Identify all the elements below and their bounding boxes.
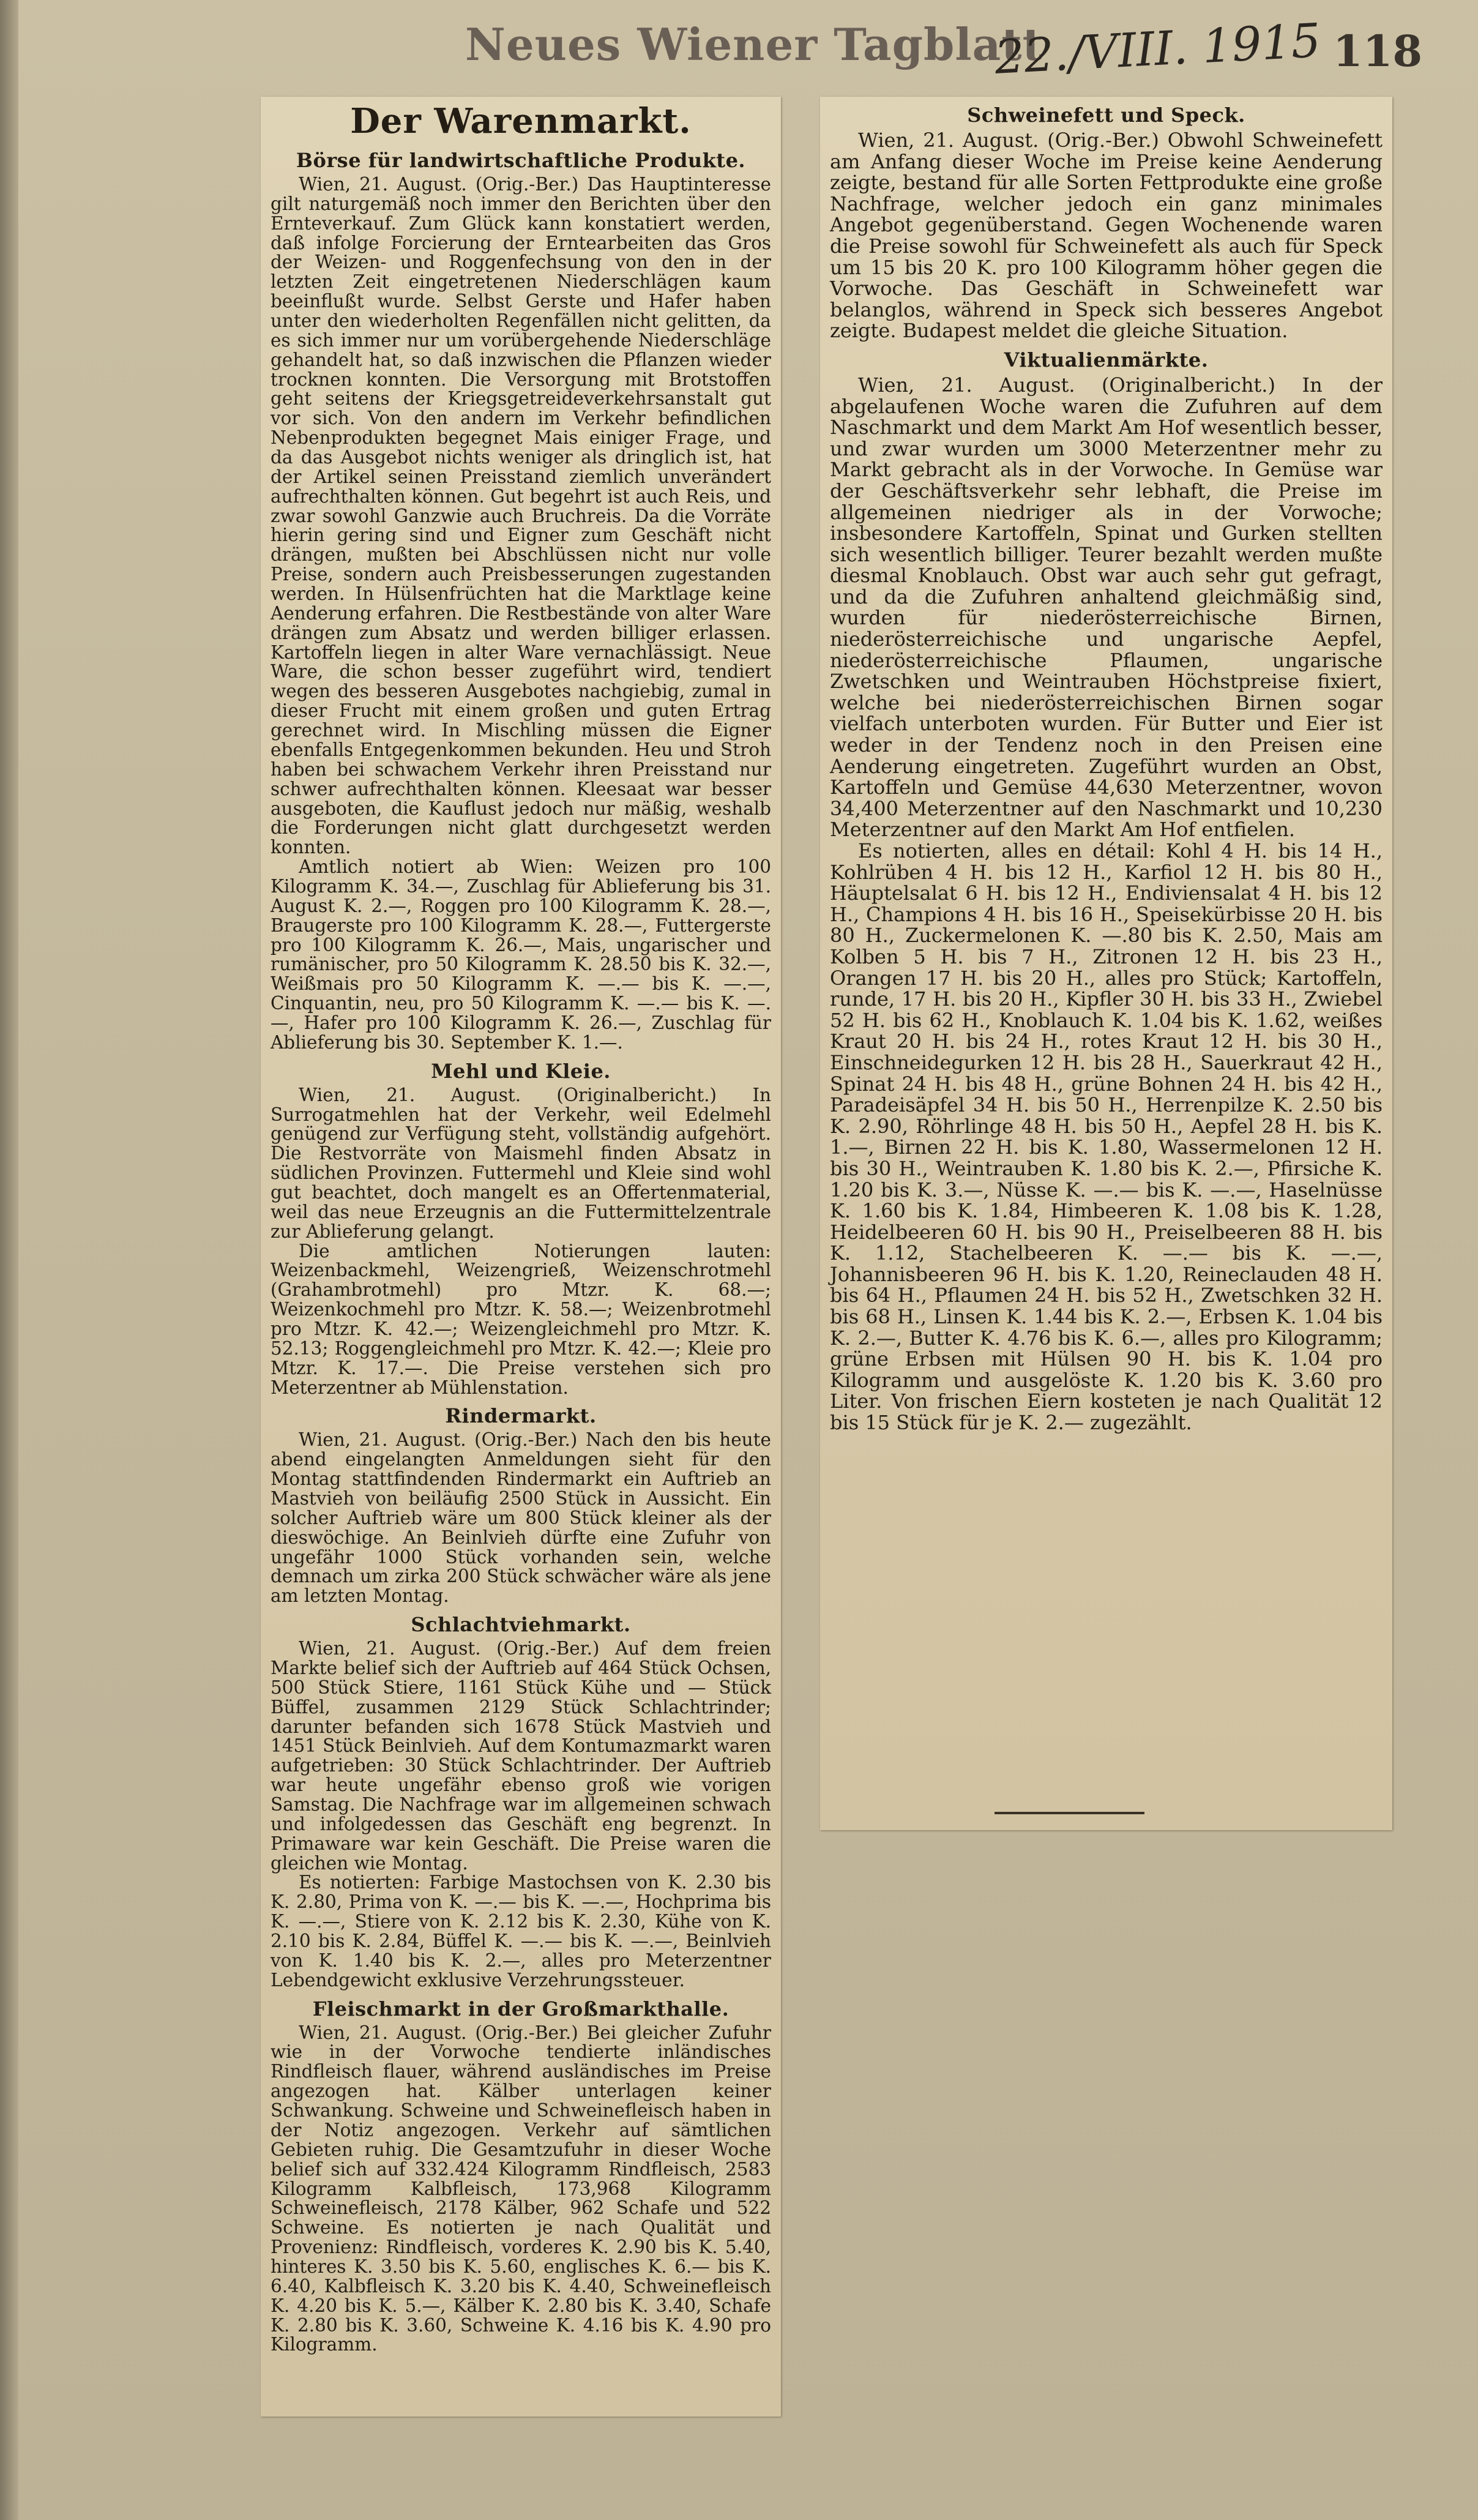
paragraph-schlachtvieh-1: Wien, 21. August. (Orig.-Ber.) Auf dem freien Markte belief sich der Auftrieb auf 464 Stück Ochsen, 500 Stück Stiere, 1161 Stück Kühe und — Stück Büffel, zusammen 2129 Stück Schlachtrinder; darunter befanden sich 1678 Stück Mastvieh und 1451 Stück Beinlvieh. Auf dem Kontumazmarkt waren aufgetrieben: 30 Stück Schlachtrinder. Der Auftrieb war heute ungefähr ebenso groß wie vorigen Samstag. Die Nachfrage war im allgemeinen schwach und infolgedessen das Geschäft eng begrenzt. In Primaware war kein Geschäft. Die Preise waren die gleichen wie Montag. (271, 1638, 771, 1874)
paragraph-schweinefett-1: Wien, 21. August. (Orig.-Ber.) Obwohl Schweinefett am Anfang dieser Woche im Preise keine Aenderung zeigte, bestand für alle Sorten Fettprodukte eine große Nachfrage, welcher jedoch ein ganz minimales Angebot gegenüberstand. Gegen Wochenende waren die Preise sowohl für Schweinefett als auch für Speck um 15 bis 20 K. pro 100 Kilogramm höher gegen die Vorwoche. Das Geschäft in Schweinefett war belanglos, während in Speck sich besseres Angebot zeigte. Budapest meldet die gleiche Situation. (830, 129, 1383, 343)
handwritten-date: 22./VIII. 1915 (993, 13, 1323, 84)
paragraph-viktualien-1: Wien, 21. August. (Originalbericht.) In der abgelaufenen Woche waren die Zufuhren auf dem Naschmarkt und dem Markt Am Hof wesentlich besser, und zwar wurden um 3000 Meterzentner mehr zu Markt gebracht als in der Vorwoche. In Gemüse war der Geschäftsverkehr sehr lebhaft, die Preise im allgemeinen niedriger als in der Vorwoche; insbesondere Kartoffeln, Spinat und Gurken stellten sich wesentlich billiger. Teurer bezahlt werden mußte diesmal Knoblauch. Obst war auch sehr gut gefragt, und da die Zufuhren anhaltend gleichmäßig sind, wurden für niederösterreichische Birnen, niederösterreichische und ungarische Aepfel, niederösterreichische Pflaumen, ungarische Zwetschken und Weintrauben Höchstpreise fixiert, welche bei niederösterreichischen Birnen sogar vielfach unterboten wurden. Für Butter und Eier ist weder in der Tendenz noch in den Preisen eine Aenderung eingetreten. Zugeführt wurden an Obst, Kartoffeln und Gemüse 44,630 Meterzentner, wovon 34,400 Meterzentner auf den Naschmarkt und 10,230 Meterzentner auf den Markt Am Hof entfielen. (830, 373, 1383, 842)
section-heading-schlachtvieh: Schlachtviehmarkt. (411, 1613, 631, 1637)
section-heading-mehl: Mehl und Kleie. (431, 1059, 611, 1083)
sheet-edge-shadow (0, 0, 18, 2520)
paragraph-schlachtvieh-2: Es notierten: Farbige Mastochsen von K. 2.30 bis K. 2.80, Prima von K. —.— bis K. —.—, Hochprima bis K. —.—, Stiere von K. 2.12 bis K. 2.30, Kühe von K. 2.10 bis K. 2.84, Büffel K. —.— bis K. —.—, Beinlvieh von K. 1.40 bis K. 2.—, alles pro Meterzentner Lebendgewicht exklusive Verzehrungssteuer. (271, 1872, 771, 1991)
section-heading-fleischmarkt: Fleischmarkt in der Großmarkthalle. (312, 1997, 730, 2021)
paragraph-viktualien-2: Es notierten, alles en détail: Kohl 4 H. bis 14 H., Kohlrüben 4 H. bis 12 H., Karfiol 12 H. bis 80 H., Häuptelsalat 6 H. bis 12 H., Endiviensalat 4 H. bis 12 H., Champions 4 H. bis 16 H., Speisekürbisse 20 H. bis 80 H., Zuckermelonen K. —.80 bis K. 2.50, Mais am Kolben 5 H. bis 7 H., Zitronen 12 H. bis 23 H., Orangen 17 H. bis 20 H., alles pro Stück; Kartoffeln, runde, 17 H. bis 20 H., Kipfler 30 H. bis 33 H., Zwiebel 52 H. bis 62 H., Knoblauch K. 1.04 bis K. 1.62, weißes Kraut 20 H. bis 24 H., rotes Kraut 12 H. bis 30 H., Einschneidegurken 12 H. bis 28 H., Sauerkraut 42 H., Spinat 24 H. bis 48 H., grüne Bohnen 24 H. bis 42 H., Paradeisäpfel 34 H. bis 50 H., Herrenpilze K. 2.50 bis K. 2.90, Röhrlinge 48 H. bis 50 H., Aepfel 28 H. bis K. 1.—, Birnen 22 H. bis K. 1.80, Wassermelonen 12 H. bis 30 H., Weintrauben K. 1.80 bis K. 2.—, Pfirsiche K. 1.20 bis K. 3.—, Nüsse K. —.— bis K. —.—, Haselnüsse K. 1.60 bis K. 1.84, Himbeeren K. 1.08 bis K. 1.28, Heidelbeeren 60 H. bis 90 H., Preiselbeeren 88 H. bis K. 1.12, Stachelbeeren K. —.— bis K. —.—, Johannisbeeren 96 H. bis K. 1.20, Reineclauden 48 H. bis 64 H., Pflaumen 24 H. bis 52 H., Zwetschken 32 H. bis 68 H., Linsen K. 1.44 bis K. 2.—, Erbsen K. 1.04 bis K. 2.—, Butter K. 4.76 bis K. 6.—, alles pro Kilogramm; grüne Erbsen mit Hülsen 90 H. bis K. 1.04 pro Kilogramm und ausgelöste K. 1.20 bis K. 3.60 pro Liter. Von frischen Eiern kosteten je nach Qualität 12 bis 15 Stück für je K. 2.— zugezählt. (830, 839, 1383, 1435)
paragraph-fleischmarkt-1: Wien, 21. August. (Orig.-Ber.) Bei gleicher Zufuhr wie in der Vorwoche tendierte inländisches Rindfleisch flauer, während ausländisches im Preise angezogen hat. Kälber unterlagen keiner Schwankung. Schweine und Schweinefleisch haben in der Notiz angezogen. Verkehr auf sämtlichen Gebieten ruhig. Die Gesamtzufuhr in dieser Woche belief sich auf 332.424 Kilogramm Rindfleisch, 2583 Kilogramm Kalbfleisch, 173,968 Kilogramm Schweinefleisch, 2178 Kälber, 962 Schafe und 522 Schweine. Es notierten je nach Qualität und Provenienz: Rindfleisch, vorderes K. 2.90 bis K. 5.40, hinteres K. 3.50 bis K. 5.60, englisches K. 6.— bis K. 6.40, Kalbfleisch K. 3.20 bis K. 4.40, Schweinefleisch K. 4.20 bis K. 5.—, Kälber K. 2.80 bis K. 3.40, Schafe K. 2.80 bis K. 3.60, Schweine K. 4.16 bis K. 4.90 pro Kilogramm. (271, 2022, 771, 2355)
paragraph-mehl-2: Die amtlichen Notierungen lauten: Weizenbackmehl, Weizengrieß, Weizenschrotmehl (Grahambrotmehl) pro Mtzr. K. 68.—; Weizenkochmehl pro Mtzr. K. 58.—; Weizenbrotmehl pro Mtzr. K. 42.—; Weizengleichmehl pro Mtzr. K. 52.13; Roggengleichmehl pro Mtzr. K. 42.—; Kleie pro Mtzr. K. 17.—. Die Preise verstehen sich pro Meterzentner ab Mühlenstation. (271, 1240, 771, 1398)
paragraph-rindermarkt-1: Wien, 21. August. (Orig.-Ber.) Nach den bis heute abend eingelangten Anmeldungen sieht für den Montag stattfindenden Rindermarkt ein Auftrieb an Mastvieh von beiläufig 2500 Stück in Aussicht. Ein solcher Auftrieb wäre um 800 Stück kleiner als der dieswöchige. An Beinlvieh dürfte eine Zufuhr von ungefähr 1000 Stück vorhanden sein, welche demnach um zirka 200 Stück schwächer wäre als jene am letzten Montag. (271, 1429, 771, 1607)
section-heading-boerse: Börse für landwirtschaftliche Produkte. (296, 149, 746, 172)
clipping-column-2 (820, 97, 1392, 1830)
article-end-rule (995, 1812, 1144, 1814)
page-number: 118 (1333, 26, 1423, 77)
section-heading-schweinefett: Schweinefett und Speck. (967, 103, 1245, 127)
article-title: Der Warenmarkt. (350, 101, 692, 141)
clipping-column-1 (261, 97, 781, 2417)
section-heading-rindermarkt: Rindermarkt. (445, 1404, 597, 1428)
paragraph-mehl-1: Wien, 21. August. (Originalbericht.) In Surrogatmehlen hat der Verkehr, weil Edelmehl genügend zur Verfügung steht, vollständig aufgehört. Die Restvorräte von Maismehl finden Absatz in südlichen Provinzen. Futtermehl und Kleie sind wohl gut beachtet, doch mangelt es an Offertenmaterial, weil das neue Erzeugnis an die Futtermittelzentrale zur Ablieferung gelangt. (271, 1084, 771, 1242)
newspaper-masthead: Neues Wiener Tagblatt (465, 18, 1043, 70)
section-heading-viktualien: Viktualienmärkte. (1004, 348, 1209, 372)
paragraph-boerse-1: Wien, 21. August. (Orig.-Ber.) Das Hauptinteresse gilt naturgemäß noch immer den Berichten über den Ernteverkauf. Zum Glück kann konstatiert werden, daß infolge Forcierung der Erntearbeiten das Gros der Weizen- und Roggenfechsung von den in der letzten Zeit eingetretenen Niederschlägen kaum beeinflußt wurde. Selbst Gerste und Hafer haben unter den wiederholten Regenfällen nicht gelitten, da es sich immer nur um vorübergehende Niederschläge gehandelt hat, so daß inzwischen die Pflanzen wieder trocknen konnten. Die Versorgung mit Brotstoffen geht seitens der Kriegsgetreideverkehrsanstalt gut vor sich. Von den andern im Verkehr befindlichen Nebenprodukten begegnet Mais einiger Frage, und da das Ausgebot nichts weniger als dringlich ist, hat der Artikel seinen Preisstand ziemlich unverändert aufrechthalten können. Gut begehrt ist auch Reis, und zwar sowohl Ganzwie auch Bruchreis. Da die Vorräte hierin gering sind und Eigner zum Geschäft nicht drängen, mußten bei Abschlüssen nicht nur volle Preise, sondern auch Preisbesserungen zugestanden werden. In Hülsenfrüchten hat die Marktlage keine Aenderung erfahren. Die Restbestände von alter Ware drängen zum Absatz und werden billiger erlassen. Kartoffeln liegen in alter Ware vernachlässigt. Neue Ware, die schon besser zugeführt wird, tendiert wegen des besseren Ausgebotes nachgiebig, zumal in dieser Frucht mit einem großen und guten Ertrag gerechnet wird. In Mischling müssen die Eigner ebenfalls Entgegenkommen bekunden. Heu und Stroh haben bei schwachem Verkehr ihren Preisstand nur schwer aufrechthalten können. Kleesaat war besser ausgeboten, die Kauflust jedoch nur mäßig, weshalb die Forderungen nicht glatt durchgesetzt werden konnten. (271, 174, 771, 858)
paragraph-boerse-2: Amtlich notiert ab Wien: Weizen pro 100 Kilogramm K. 34.—, Zuschlag für Ablieferung bis 31. August K. 2.—, Roggen pro 100 Kilogramm K. 28.—, Braugerste pro 100 Kilogramm K. 28.—, Futtergerste pro 100 Kilogramm K. 26.—, Mais, ungarischer und rumänischer, pro 50 Kilogramm K. 28.50 bis K. 32.—, Weißmais pro 50 Kilogramm K. —.— bis K. —.—, Cinquantin, neu, pro 50 Kilogramm K. —.— bis K. —.—, Hafer pro 100 Kilogramm K. 26.—, Zuschlag für Ablieferung bis 30. September K. 1.—. (271, 856, 771, 1053)
